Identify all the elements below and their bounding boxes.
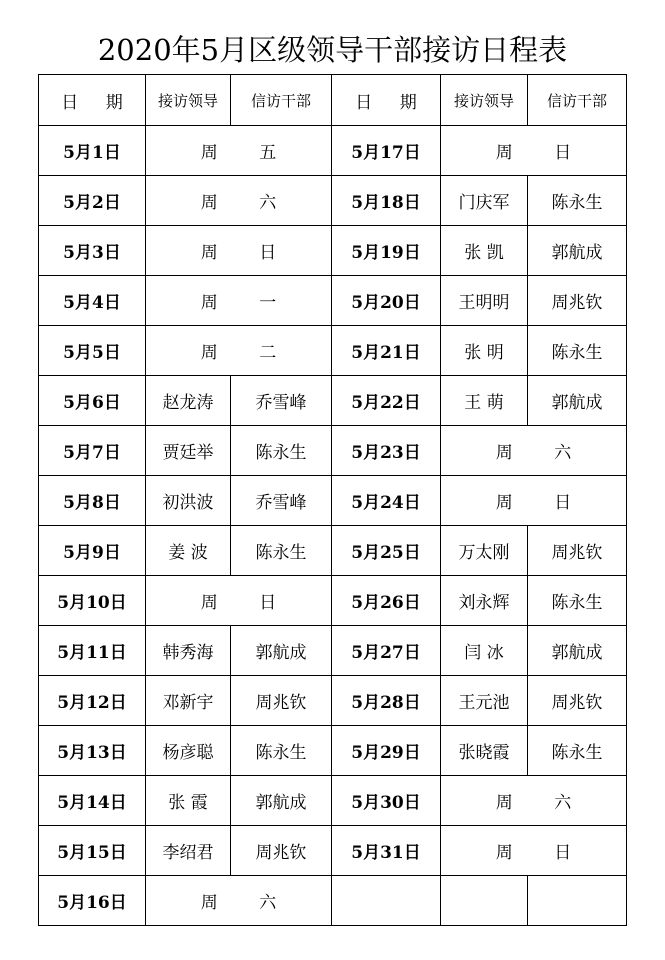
date-cell: 5月28日 (332, 676, 441, 726)
weekday-cell: 周 一 (146, 276, 332, 326)
leader-cell: 王元池 (441, 676, 528, 726)
leader-cell: 李绍君 (146, 826, 231, 876)
weekday-cell: 周 六 (146, 176, 332, 226)
weekday-cell: 周 六 (441, 426, 627, 476)
leader-cell: 刘永辉 (441, 576, 528, 626)
date-cell: 5月9日 (39, 526, 146, 576)
table-row (39, 776, 627, 826)
leader-cell: 韩秀海 (146, 626, 231, 676)
weekday-cell: 周 日 (441, 476, 627, 526)
cadre-cell: 陈永生 (528, 726, 627, 776)
cadre-cell: 陈永生 (528, 576, 627, 626)
cadre-cell: 郭航成 (528, 376, 627, 426)
table-row (39, 876, 627, 926)
cadre-cell: 周兆钦 (231, 826, 332, 876)
table-row (39, 526, 627, 576)
date-cell: 5月3日 (39, 226, 146, 276)
cadre-cell: 郭航成 (528, 226, 627, 276)
table-row (39, 476, 627, 526)
date-cell: 5月12日 (39, 676, 146, 726)
cadre-cell: 陈永生 (231, 726, 332, 776)
table-header-row (39, 75, 627, 126)
date-cell: 5月31日 (332, 826, 441, 876)
leader-cell: 王明明 (441, 276, 528, 326)
empty-cell (332, 876, 441, 926)
header-leader-left: 接访领导 (146, 75, 231, 126)
table-row (39, 626, 627, 676)
table-row (39, 276, 627, 326)
leader-cell: 初洪波 (146, 476, 231, 526)
header-date-right: 日 期 (332, 75, 441, 126)
date-cell: 5月24日 (332, 476, 441, 526)
leader-cell: 万太刚 (441, 526, 528, 576)
date-cell: 5月13日 (39, 726, 146, 776)
date-cell: 5月14日 (39, 776, 146, 826)
weekday-cell: 周 二 (146, 326, 332, 376)
date-cell: 5月7日 (39, 426, 146, 476)
date-cell: 5月2日 (39, 176, 146, 226)
date-cell: 5月11日 (39, 626, 146, 676)
date-cell: 5月16日 (39, 876, 146, 926)
header-cadre-left: 信访干部 (231, 75, 332, 126)
weekday-cell: 周 日 (146, 226, 332, 276)
date-cell: 5月29日 (332, 726, 441, 776)
date-cell: 5月21日 (332, 326, 441, 376)
leader-cell: 王 萌 (441, 376, 528, 426)
header-cadre-right: 信访干部 (528, 75, 627, 126)
date-cell: 5月25日 (332, 526, 441, 576)
date-cell: 5月15日 (39, 826, 146, 876)
table-row (39, 176, 627, 226)
cadre-cell: 乔雪峰 (231, 476, 332, 526)
date-cell: 5月5日 (39, 326, 146, 376)
cadre-cell: 陈永生 (528, 176, 627, 226)
cadre-cell: 乔雪峰 (231, 376, 332, 426)
date-cell: 5月4日 (39, 276, 146, 326)
table-row (39, 826, 627, 876)
leader-cell: 杨彦聪 (146, 726, 231, 776)
cadre-cell: 周兆钦 (231, 676, 332, 726)
page-title: 2020年5月区级领导干部接访日程表 (97, 33, 568, 67)
empty-cell (441, 876, 528, 926)
weekday-cell: 周 日 (441, 826, 627, 876)
table-row (39, 576, 627, 626)
weekday-cell: 周 日 (146, 576, 332, 626)
header-date-left: 日 期 (39, 75, 146, 126)
date-cell: 5月20日 (332, 276, 441, 326)
cadre-cell: 周兆钦 (528, 526, 627, 576)
table-row (39, 726, 627, 776)
cadre-cell: 郭航成 (231, 626, 332, 676)
empty-cell (528, 876, 627, 926)
table-row (39, 326, 627, 376)
weekday-cell: 周 五 (146, 126, 332, 176)
date-cell: 5月23日 (332, 426, 441, 476)
date-cell: 5月26日 (332, 576, 441, 626)
cadre-cell: 陈永生 (231, 426, 332, 476)
date-cell: 5月27日 (332, 626, 441, 676)
date-cell: 5月19日 (332, 226, 441, 276)
cadre-cell: 周兆钦 (528, 276, 627, 326)
date-cell: 5月22日 (332, 376, 441, 426)
leader-cell: 姜 波 (146, 526, 231, 576)
leader-cell: 邓新宇 (146, 676, 231, 726)
table-row (39, 676, 627, 726)
cadre-cell: 周兆钦 (528, 676, 627, 726)
weekday-cell: 周 日 (441, 126, 627, 176)
schedule-table (38, 74, 627, 926)
leader-cell: 张 凯 (441, 226, 528, 276)
header-leader-right: 接访领导 (441, 75, 528, 126)
date-cell: 5月18日 (332, 176, 441, 226)
leader-cell: 赵龙涛 (146, 376, 231, 426)
table-row (39, 126, 627, 176)
cadre-cell: 郭航成 (528, 626, 627, 676)
cadre-cell: 郭航成 (231, 776, 332, 826)
table-row (39, 226, 627, 276)
date-cell: 5月1日 (39, 126, 146, 176)
date-cell: 5月17日 (332, 126, 441, 176)
leader-cell: 张晓霞 (441, 726, 528, 776)
cadre-cell: 陈永生 (231, 526, 332, 576)
leader-cell: 门庆军 (441, 176, 528, 226)
date-cell: 5月30日 (332, 776, 441, 826)
date-cell: 5月10日 (39, 576, 146, 626)
leader-cell: 张 霞 (146, 776, 231, 826)
leader-cell: 闫 冰 (441, 626, 528, 676)
date-cell: 5月8日 (39, 476, 146, 526)
leader-cell: 贾廷举 (146, 426, 231, 476)
date-cell: 5月6日 (39, 376, 146, 426)
weekday-cell: 周 六 (441, 776, 627, 826)
table-row (39, 426, 627, 476)
table-row (39, 376, 627, 426)
leader-cell: 张 明 (441, 326, 528, 376)
cadre-cell: 陈永生 (528, 326, 627, 376)
weekday-cell: 周 六 (146, 876, 332, 926)
